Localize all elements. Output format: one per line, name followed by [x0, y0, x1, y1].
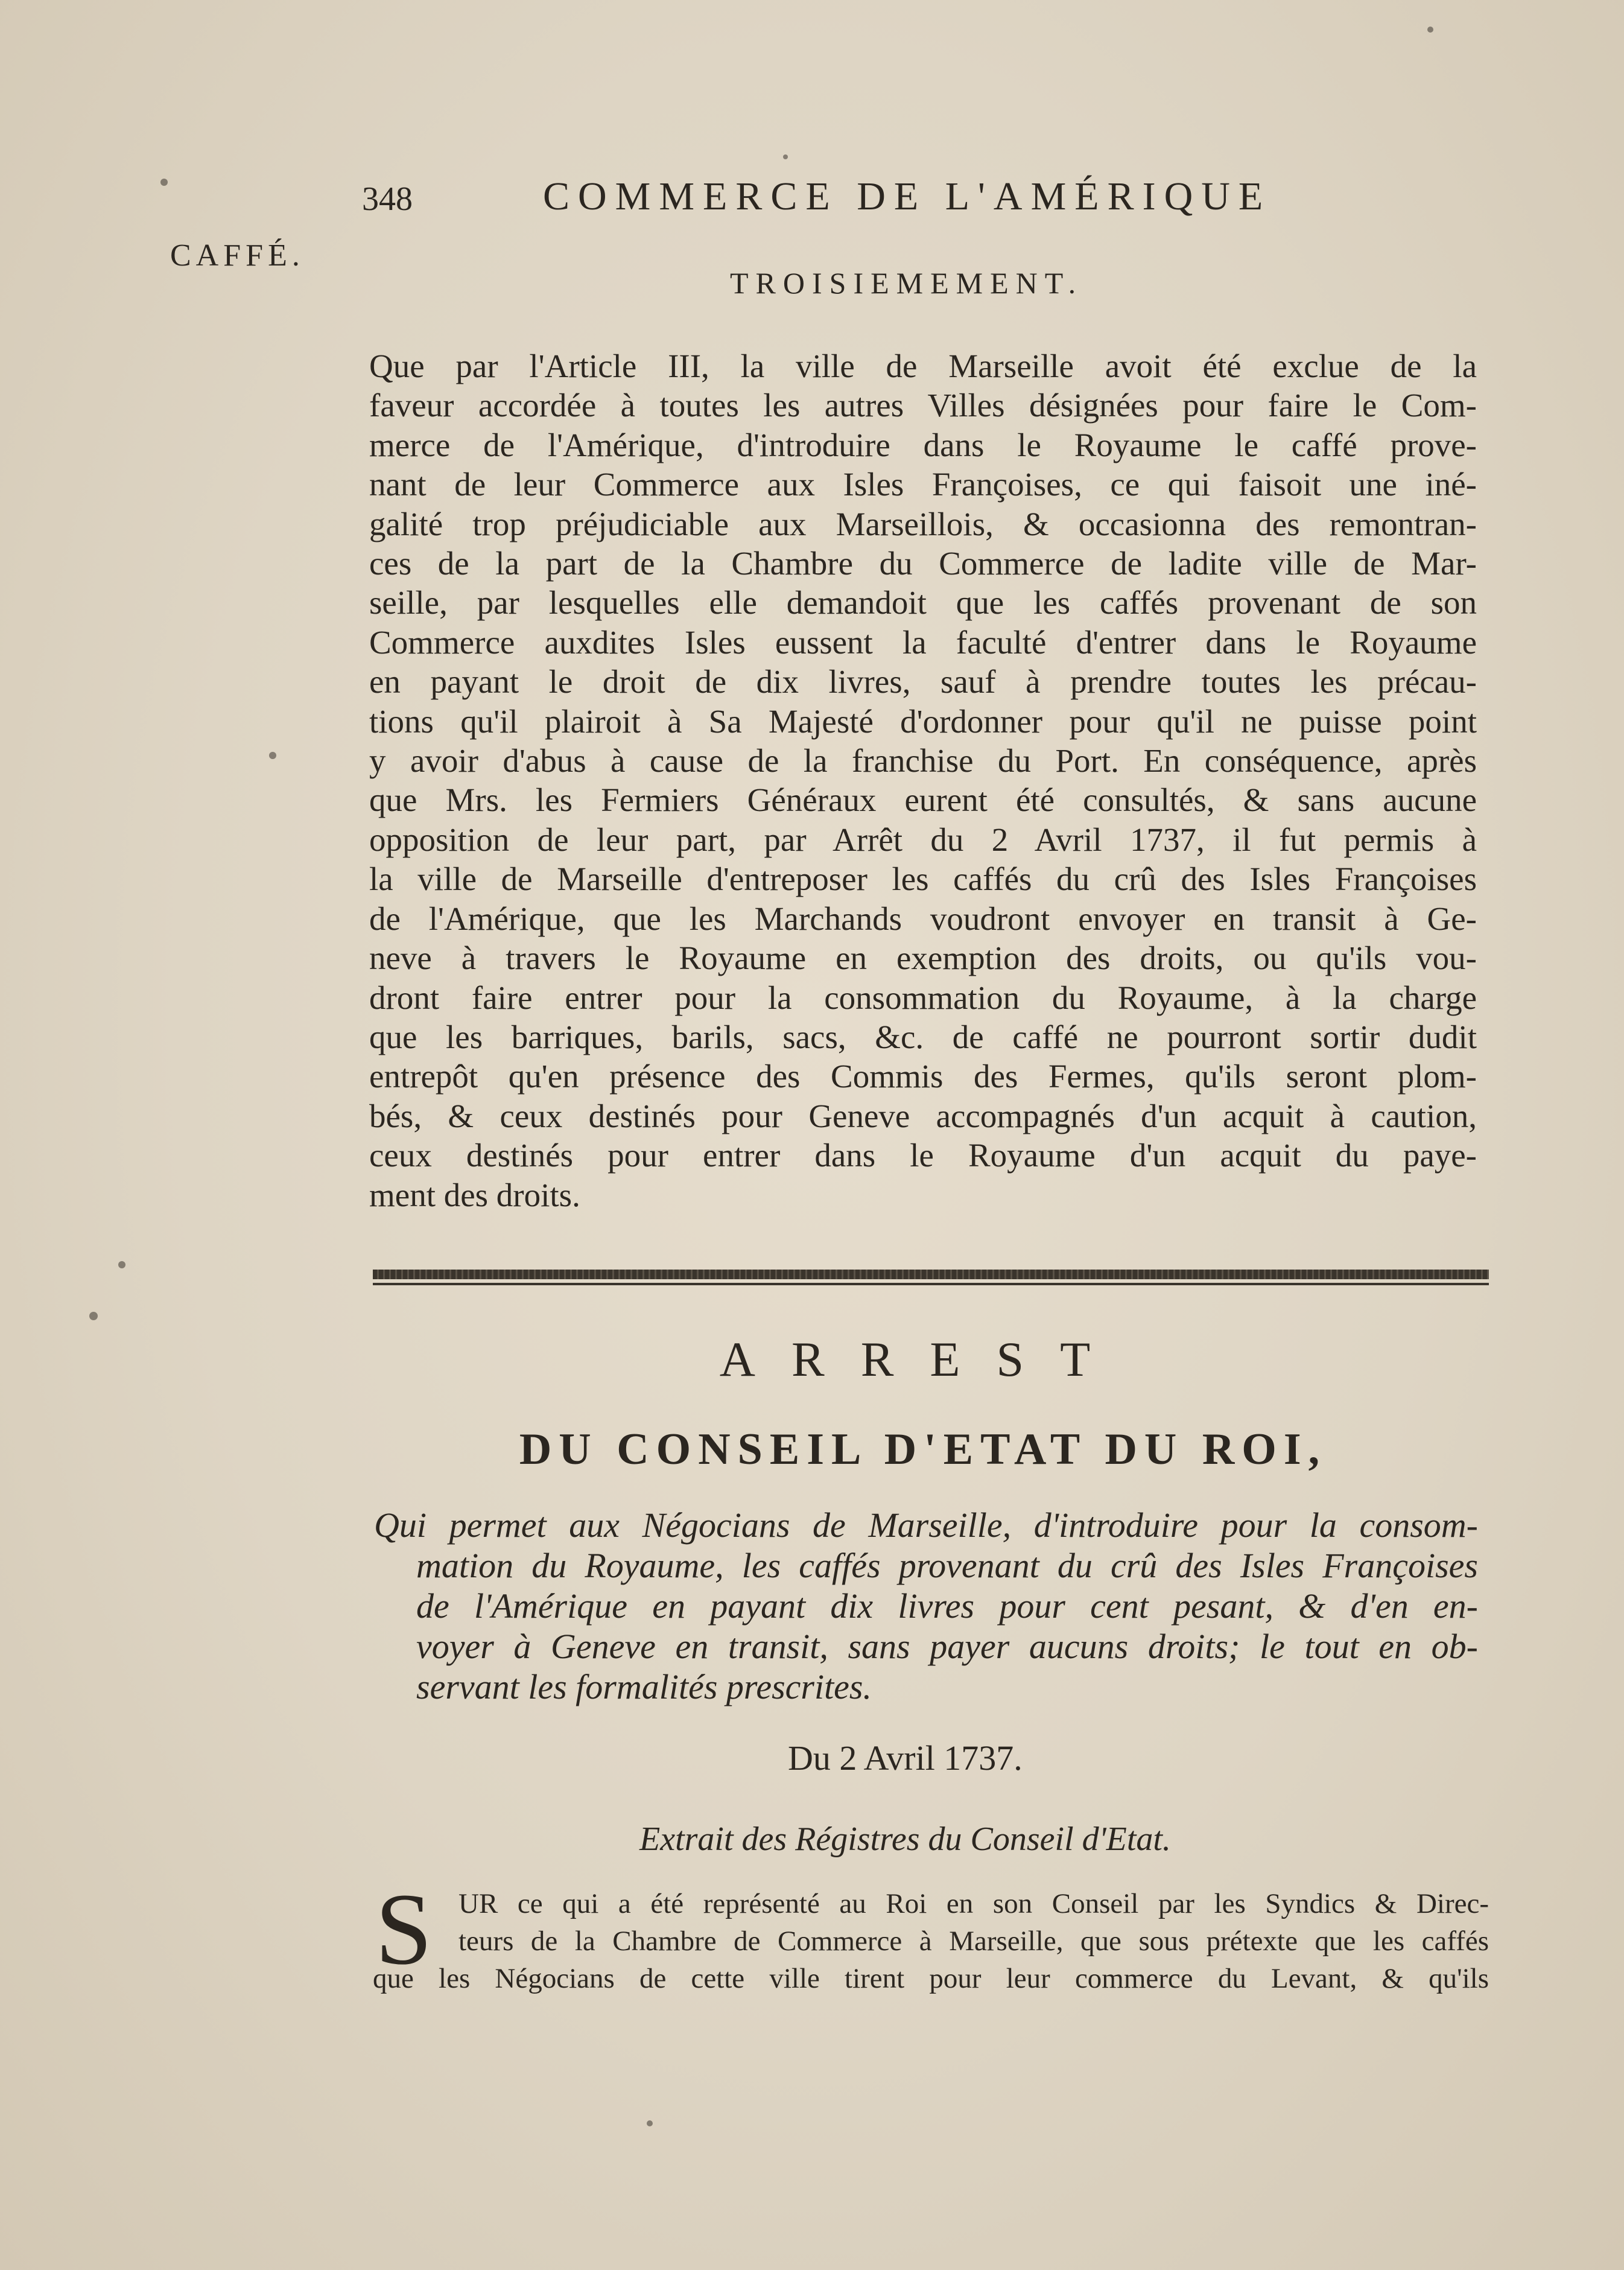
- decree-line: que les Négocians de cette ville tirent pour leur commerce du Levant, & qu'ils: [373, 1963, 1489, 1994]
- summary-line: voyer à Geneve en transit, sans payer aucuns droits; le tout en ob-: [416, 1627, 1478, 1666]
- body-line: ceux destinés pour entrer dans le Royaume d'un acquit du paye-: [369, 1137, 1477, 1174]
- body-line: que Mrs. les Fermiers Généraux eurent été consultés, & sans aucune: [369, 781, 1477, 819]
- body-line: Commerce auxdites Isles eussent la faculté d'entrer dans le Royaume: [369, 623, 1477, 661]
- paper-spot: [1427, 27, 1433, 33]
- decree-text: [373, 1885, 1489, 1997]
- drop-cap: S: [375, 1872, 433, 1986]
- summary-line: servant les formalités prescrites.: [416, 1667, 872, 1706]
- body-line: neve à travers le Royaume en exemption des droits, ou qu'ils vou-: [369, 939, 1477, 977]
- body-line: entrepôt qu'en présence des Commis des Fermes, qu'ils seront plom-: [369, 1058, 1477, 1095]
- body-line: faveur accordée à toutes les autres Villes désignées pour faire le Com-: [369, 387, 1477, 424]
- ornamental-rule: [373, 1270, 1489, 1288]
- body-line: la ville de Marseille d'entreposer les caffés du crû des Isles Françoises: [369, 860, 1477, 898]
- running-title: COMMERCE DE L'AMÉRIQUE: [543, 174, 1272, 218]
- rule-thick: [373, 1270, 1489, 1279]
- body-line: opposition de leur part, par Arrêt du 2 Avril 1737, il fut permis à: [369, 821, 1477, 858]
- margin-note: CAFFÉ.: [170, 238, 305, 273]
- arrest-subtitle: DU CONSEIL D'ETAT DU ROI,: [519, 1425, 1327, 1474]
- body-line: ces de la part de la Chambre du Commerce de ladite ville de Mar-: [369, 545, 1477, 582]
- body-line: y avoir d'abus à cause de la franchise du Port. En conséquence, après: [369, 742, 1477, 780]
- body-line: tions qu'il plairoit à Sa Majesté d'ordonner pour qu'il ne puisse point: [369, 702, 1477, 740]
- body-line: dront faire entrer pour la consommation du Royaume, à la charge: [369, 979, 1477, 1016]
- body-line: seille, par lesquelles elle demandoit que les caffés provenant de son: [369, 584, 1477, 622]
- body-line: nant de leur Commerce aux Isles Françoises, ce qui faisoit une iné-: [369, 466, 1477, 503]
- body-line: que les barriques, barils, sacs, &c. de caffé ne pourront sortir dudit: [369, 1018, 1477, 1055]
- paper-spot: [160, 179, 168, 186]
- arrest-date: Du 2 Avril 1737.: [788, 1738, 1023, 1778]
- arrest-summary: [374, 1505, 1478, 1707]
- body-line: ment des droits.: [369, 1176, 580, 1213]
- summary-line: mation du Royaume, les caffés provenant du crû des Isles Françoises: [416, 1546, 1478, 1585]
- decree-line: teurs de la Chambre de Commerce à Marseille, que sous prétexte que les caffés: [458, 1925, 1489, 1957]
- body-line: bés, & ceux destinés pour Geneve accompagnés d'un acquit à caution,: [369, 1097, 1477, 1134]
- body-line: Que par l'Article III, la ville de Marseille avoit été exclue de la: [369, 348, 1477, 384]
- body-line: galité trop préjudiciable aux Marseillois, & occasionna des remontran-: [369, 505, 1477, 542]
- section-body: [369, 346, 1477, 1215]
- rule-thin: [373, 1283, 1489, 1285]
- paper-spot: [783, 154, 788, 159]
- body-line: en payant le droit de dix livres, sauf à prendre toutes les précau-: [369, 663, 1477, 701]
- page-number: 348: [362, 180, 413, 218]
- paper-spot: [89, 1312, 98, 1320]
- arrest-title: ARREST: [719, 1332, 1127, 1387]
- body-line: merce de l'Amérique, d'introduire dans le Royaume le caffé prove-: [369, 426, 1477, 463]
- paper-spot: [647, 2120, 653, 2126]
- section-heading: TROISIEMEMENT.: [730, 266, 1083, 300]
- decree-line: UR ce qui a été représenté au Roi en son Conseil par les Syndics & Direc-: [458, 1888, 1489, 1919]
- extract-line: Extrait des Régistres du Conseil d'Etat.: [639, 1820, 1171, 1858]
- summary-line: de l'Amérique en payant dix livres pour cent pesant, & d'en en-: [416, 1586, 1478, 1626]
- summary-line: Qui permet aux Négocians de Marseille, d'introduire pour la consom-: [374, 1505, 1478, 1545]
- paper-spot: [118, 1261, 125, 1268]
- paper-spot: [269, 752, 276, 759]
- body-line: de l'Amérique, que les Marchands voudront envoyer en transit à Ge-: [369, 900, 1477, 937]
